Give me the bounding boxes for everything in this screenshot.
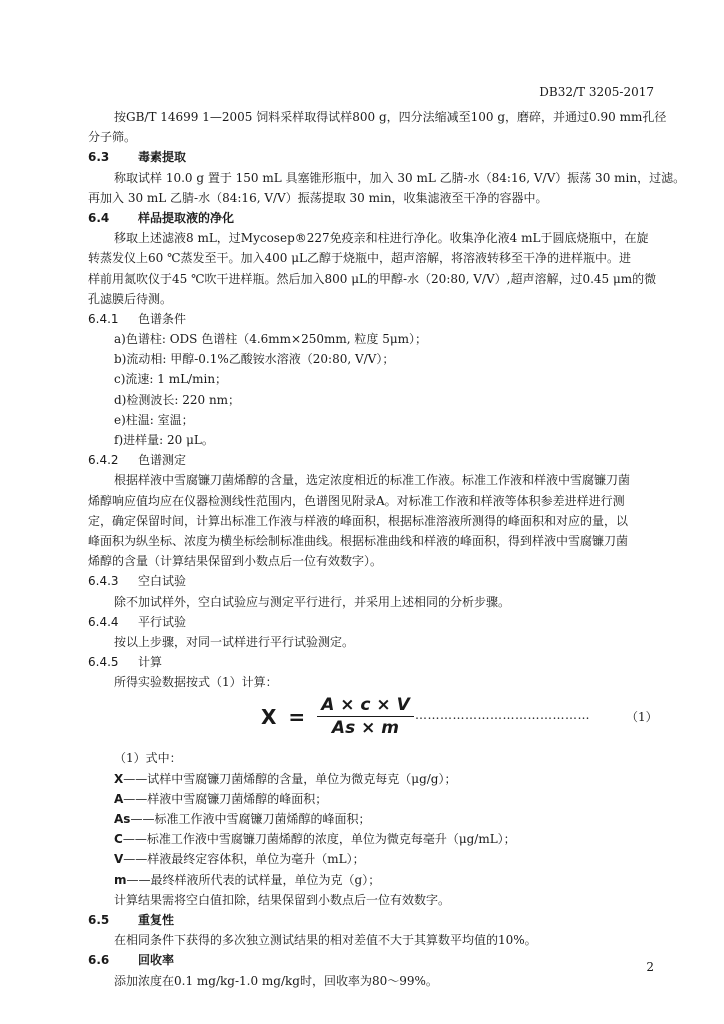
paragraph-line: 转蒸发仪上60 ℃蒸发至干。加入400 μL乙醇于烧瓶中，超声溶解，将溶液转移至干净的进样瓶中。进 [88,251,631,266]
variable-text: ——样液中雪腐镰刀菌烯醇的峰面积； [123,791,328,806]
section-title: 色谱条件 [138,311,187,326]
paragraph-line: 添加浓度在0.1 mg/kg-1.0 mg/kg时，回收率为80～99%。 [114,973,438,988]
document-code: DB32/T 3205-2017 [539,85,654,99]
variable-definition [88,849,658,869]
variable-text: ——标准工作液中雪腐镰刀菌烯醇的浓度，单位为微克每毫升（μg/mL）； [122,832,516,847]
variable-text: ——标准工作液中雪腐镰刀菌烯醇的峰面积； [130,812,371,826]
variable-definition [88,829,658,849]
variable-text: ——样液最终定容体积，单位为毫升（mL）； [123,852,365,867]
list-item: b)流动相: 甲醇-0.1%乙酸铵水溶液（20:80, V/V）； [114,352,395,367]
section-heading-6-6 [88,950,658,970]
variable-symbol: V [114,852,124,867]
paragraph-line: 除不加试样外，空白试验应与测定平行进行，并采用上述相同的分析步骤。 [114,594,511,609]
paragraph-line: 烯醇的含量（计算结果保留到小数点后一位有效数字）。 [88,554,383,569]
section-number: 6.5 [88,912,110,927]
section-title: 毒素提取 [138,150,187,165]
list-item: d)检测波长: 220 nm； [114,392,241,407]
section-heading-6-5 [88,910,658,930]
variable-definition [88,809,658,829]
paragraph-line: 根据样液中雪腐镰刀菌烯醇的含量，选定浓度相近的标准工作液。标准工作液和样液中雪腐镰刀菌 [114,473,631,488]
paragraph-line: 称取试样 10.0 g 置于 150 mL 具塞锥形瓶中，加入 30 mL 乙腈-水（84:16, V/V）振荡 30 min，过滤。 [114,170,686,185]
paragraph-line: 移取上述滤液8 mL，过Mycosep®227免疫亲和柱进行净化。收集净化液4 mL于圆底烧瓶中，在旋 [114,231,649,246]
section-heading-6-4-5 [88,652,658,672]
paragraph-line: 按以上步骤，对同一试样进行平行试验测定。 [114,634,355,649]
section-title: 色谱测定 [138,453,187,468]
section-title: 重复性 [138,912,175,927]
section-number: 6.4 [88,210,110,225]
section-heading-6-4-4 [88,612,658,632]
paragraph-line: 所得实验数据按式（1）计算： [114,675,278,690]
paragraph-line: 孔滤膜后待测。 [88,291,173,306]
section-number: 6.3 [88,150,110,165]
variable-definition [88,870,658,890]
formula-block [88,692,658,748]
section-number: 6.4.3 [88,574,119,589]
formula-fraction [317,694,414,739]
list-item: f)进样量: 20 μL。 [114,433,214,447]
paragraph-line: 峰面积为纵坐标、浓度为横坐标绘制标准曲线。根据标准曲线和样液的峰面积，得到样液中雪腐镰刀菌 [88,533,629,548]
variable-symbol: As [114,812,131,826]
paragraph-line: 样前用氮吹仪于45 ℃吹干进样瓶。然后加入800 μL的甲醇-水（20:80, V/V）,超声溶解，过0.45 μm的微 [88,271,657,286]
variable-definition [88,789,658,809]
section-heading-6-3 [88,147,658,167]
variable-definition [88,769,658,789]
variable-text: ——试样中雪腐镰刀菌烯醇的含量，单位为微克每克（μg/g）； [123,771,457,786]
section-number: 6.4.2 [88,453,119,468]
formula-numerator: A × c × V [317,694,414,717]
formula-denominator: As × m [331,718,399,739]
paragraph-line: 定，确定保留时间，计算出标准工作液与样液的峰面积，根据标准溶液所测得的峰面积和对应的量，以 [88,513,629,528]
section-number: 6.4.4 [88,614,119,629]
formula-equals: = [288,704,306,729]
paragraph-line: 分子筛。 [88,130,137,145]
formula-lhs: X [261,704,277,729]
variable-text: ——最终样液所代表的试样量，单位为克（g）； [126,872,381,887]
formula [261,694,414,739]
section-title: 平行试验 [138,614,187,629]
paragraph-line: 再加入 30 mL 乙腈-水（84:16, V/V）振荡提取 30 min，收集滤液至干净的容器中。 [88,190,548,205]
section-number: 6.6 [88,953,110,968]
variable-symbol: A [114,791,124,806]
section-number: 6.4.1 [88,311,119,326]
section-heading-6-4-1 [88,309,658,329]
section-number: 6.4.5 [88,655,119,670]
where-intro: （1）式中： [114,751,182,766]
equation-number: （1） [626,710,658,725]
section-title: 计算 [138,655,163,670]
section-title: 回收率 [138,953,175,968]
page-number: 2 [646,960,654,974]
formula-leader-dots: …………………………………… [415,708,590,723]
document-body [88,107,686,991]
paragraph-line: 烯醇响应值均应在仪器检测线性范围内，色谱图见附录A。对标准工作液和样液等体积参差进样进行测 [88,493,625,508]
variable-symbol: m [114,872,127,887]
section-title: 空白试验 [138,574,187,589]
section-heading-6-4-3 [88,571,658,591]
section-title: 样品提取液的净化 [138,210,235,225]
paragraph-line: 在相同条件下获得的多次独立测试结果的相对差值不大于其算数平均值的10%。 [114,933,537,948]
paragraph-line: 计算结果需将空白值扣除，结果保留到小数点后一位有效数字。 [114,892,451,907]
section-heading-6-4 [88,208,658,228]
paragraph-line: 按GB/T 14699 1—2005 饲料采样取得试样800 g，四分法缩减至100 g，磨碎，并通过0.90 mm孔径 [114,110,667,124]
variable-symbol: C [114,832,123,847]
variable-symbol: X [114,771,124,786]
list-item: e)柱温: 室温； [114,412,194,427]
list-item: c)流速: 1 mL/min； [114,372,228,387]
section-heading-6-4-2 [88,450,658,470]
list-item: a)色谱柱: ODS 色谱柱（4.6mm×250mm, 粒度 5μm）； [114,332,428,347]
